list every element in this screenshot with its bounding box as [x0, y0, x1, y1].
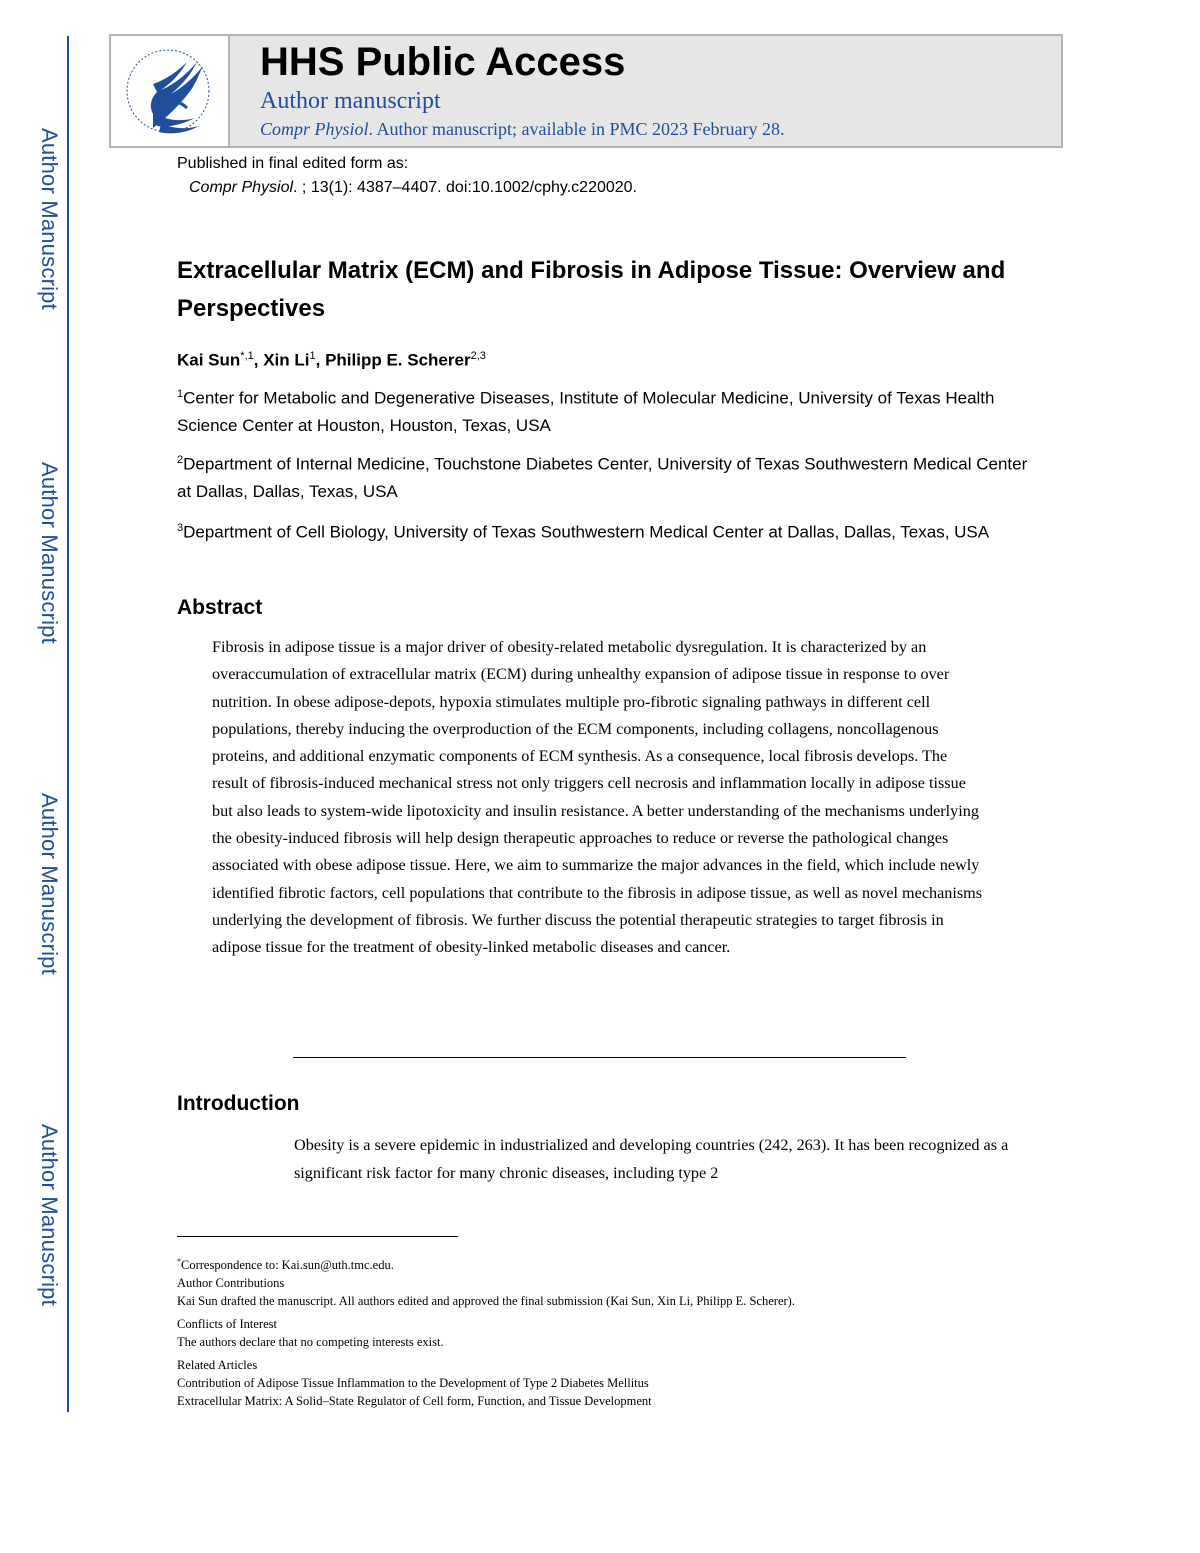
published-label: Published in final edited form as: [177, 155, 409, 172]
article-title: Extracellular Matrix (ECM) and Fibrosis in Adipose Tissue: Overview and Perspectives [177, 257, 1006, 322]
contributions-text: Kai Sun drafted the manuscript. All authors edited and approved the final submission (Kai Sun, Xin Li, Philipp E. Scherer). [177, 1294, 795, 1309]
availability-line [260, 119, 784, 140]
affiliation-number: 2 [177, 454, 184, 466]
hhs-header [109, 34, 1063, 148]
correspondence-text: Correspondence to: Kai.sun@uth.tmc.edu. [181, 1258, 394, 1273]
abstract-divider [293, 1057, 906, 1058]
conflicts-text: The authors declare that no competing interests exist. [177, 1335, 444, 1350]
author-name: Kai Sun [177, 350, 241, 370]
author-name: Xin Li [263, 350, 310, 370]
affiliation [177, 447, 1037, 505]
author-list: Kai Sun$^{*,1}$, Xin Li$^1$, Philipp E. Scherer$^{2,3}$ [177, 350, 486, 370]
introduction-heading: Introduction [177, 1092, 300, 1115]
affiliation-number: 3 [177, 522, 184, 534]
author-name: Philipp E. Scherer [325, 350, 471, 370]
introduction-text: Obesity is a severe epidemic in industrialized and developing countries (242, 263). It has been recognized as a significant risk factor for many chronic diseases, including type 2 [294, 1136, 1009, 1182]
citation-details: . ; 13(1): 4387–4407. doi:10.1002/cphy.c220020. [293, 179, 637, 196]
author-manuscript-label: Author manuscript [260, 88, 441, 114]
author-affil-marker: 2,3 [470, 350, 486, 362]
affiliation [177, 515, 1037, 546]
contributions-heading: Author Contributions [177, 1276, 285, 1291]
conflicts-heading: Conflicts of Interest [177, 1317, 277, 1332]
affiliation-number: 1 [177, 388, 184, 400]
correspondence-note [177, 1253, 997, 1274]
author-affil-marker: *,1 [240, 350, 254, 362]
author-affil-marker: 1 [309, 350, 316, 362]
hhs-eagle-seal-icon [111, 36, 228, 146]
citation [189, 179, 637, 197]
journal-name: Compr Physiol [260, 119, 369, 139]
availability-text: . Author manuscript; available in PMC 2023 February 28. [368, 119, 785, 139]
citation-journal: Compr Physiol [189, 179, 294, 196]
footnotes [177, 1253, 997, 1410]
hhs-logo [111, 36, 230, 146]
affiliation-text: Department of Internal Medicine, Touchstone Diabetes Center, University of Texas Southwestern Medical Center at Dallas, Dallas, Texas, USA [177, 454, 1028, 501]
correspondence-marker: * [177, 1257, 181, 1266]
affiliation [177, 381, 1037, 439]
abstract-text: Fibrosis in adipose tissue is a major driver of obesity-related metabolic dysregulation. It is characterized by an overaccumulation of extracellular matrix (ECM) during unhealthy expansion of adipose tissue in response to over nutrition. In obese adipose-depots, hypoxia stimulates multiple pro-fibrotic signaling pathways in different cell populations, thereby inducing the overproduction of the ECM components, including collagens, noncollagenous proteins, and additional enzymatic components of ECM synthesis. As a consequence, local fibrosis develops. The result of fibrosis-induced mechanical stress not only triggers cell necrosis and inflammation locally in adipose tissue but also leads to system-wide lipotoxicity and insulin resistance. A better understanding of the mechanisms underlying the obesity-induced fibrosis will help design therapeutic approaches to reduce or reverse the pathological changes associated with obese adipose tissue. Here, we aim to summarize the major advances in the field, which include newly identified fibrotic factors, cell populations that contribute to the fibrosis in adipose tissue, as well as novel mechanisms underlying the development of fibrosis. We further discuss the potential therapeutic strategies to target fibrosis in adipose tissue for the treatment of obesity-linked metabolic diseases and cancer. [212, 638, 983, 957]
related-articles-heading: Related Articles [177, 1358, 258, 1373]
related-article-link[interactable]: Contribution of Adipose Tissue Inflammation to the Development of Type 2 Diabetes Mellitus [177, 1376, 649, 1391]
hhs-public-access-title: HHS Public Access [260, 40, 626, 84]
affiliation-text: Department of Cell Biology, University of Texas Southwestern Medical Center at Dallas, Dallas, Texas, USA [183, 522, 990, 542]
related-article-link[interactable]: Extracellular Matrix: A Solid–State Regulator of Cell form, Function, and Tissue Development [177, 1394, 652, 1409]
affiliation-text: Center for Metabolic and Degenerative Diseases, Institute of Molecular Medicine, University of Texas Health Science Center at Houston, Houston, Texas, USA [177, 388, 995, 435]
footnote-divider [177, 1236, 458, 1237]
side-rule [67, 36, 69, 1412]
abstract-heading: Abstract [177, 596, 263, 619]
